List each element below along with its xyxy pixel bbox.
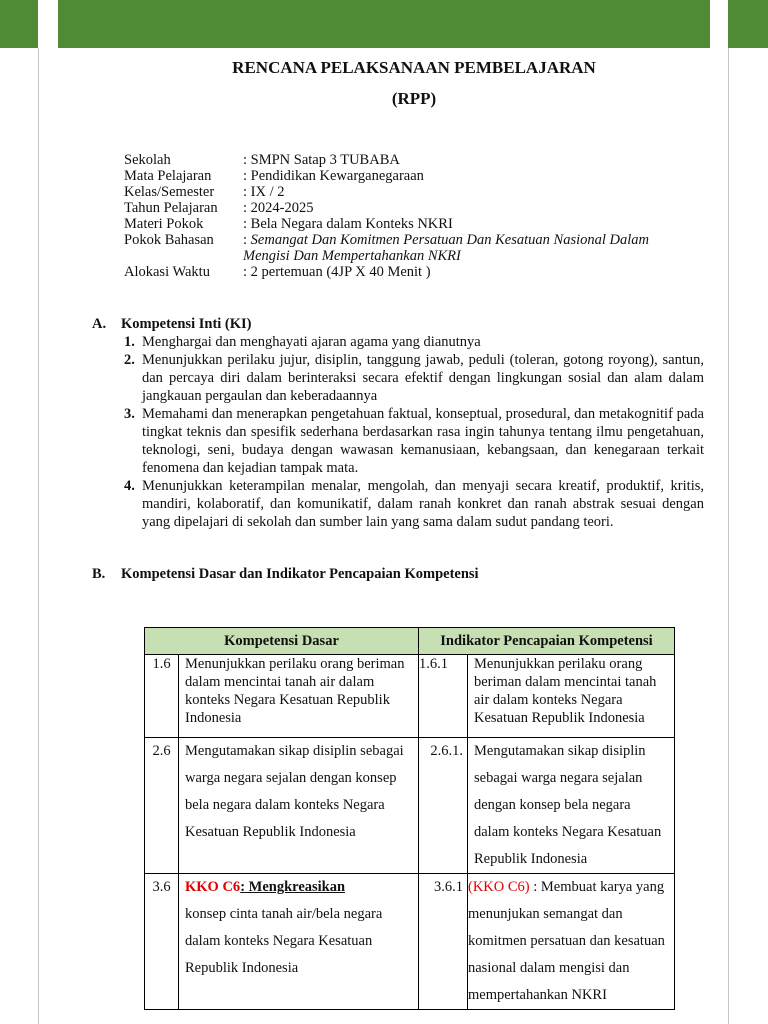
identity-value (243, 232, 693, 264)
kd-number: 2.6 (145, 738, 179, 874)
document-title: RENCANA PELAKSANAAN PEMBELAJARAN (232, 58, 596, 77)
identity-value: : IX / 2 (243, 184, 285, 200)
identity-row-tahun-pelajaran (124, 200, 693, 216)
identity-label: Mata Pelajaran (124, 168, 212, 184)
kd-number: 3.6 (145, 874, 179, 1010)
list-text: Menghargai dan menghayati ajaran agama yang dianutnya (142, 334, 481, 350)
section-a-heading (92, 316, 252, 333)
identity-value: : 2 pertemuan (4JP X 40 Menit ) (243, 264, 431, 280)
kko-label: (KKO C6) (468, 879, 530, 895)
margin-line-left (38, 48, 39, 1024)
identity-label: Sekolah (124, 152, 171, 168)
list-number: 1. (124, 334, 135, 350)
section-letter: B. (92, 566, 106, 582)
ipk-text: Menunjukkan perilaku orang beriman dalam mencintai tanah air dalam konteks Negara Kesatuan Republik Indonesia (468, 655, 675, 738)
kd-text: Menunjukkan perilaku orang beriman dalam mencintai tanah air dalam konteks Negara Kesatuan Republik Indonesia (179, 655, 419, 738)
kd-number: 1.6 (145, 655, 179, 738)
ipk-text: : Membuat karya yang menunjukan semangat dan komitmen persatuan dan kesatuan nasional dalam mengisi dan mempertahankan NKRI (468, 879, 665, 1003)
identity-row-materi-pokok (124, 216, 693, 232)
identity-label: Alokasi Waktu (124, 264, 210, 280)
list-number: 4. (124, 478, 135, 494)
list-text: Menunjukkan perilaku jujur, disiplin, tanggung jawab, peduli (toleran, gotong royong), santun, dan percaya diri dalam berinteraksi secara efektif dengan lingkungan sosial dan alam dalam jangkauan pergaulan dan keberadaannya (142, 352, 704, 404)
margin-line-right (728, 48, 729, 1024)
kd-cell (179, 874, 419, 1010)
section-title: Kompetensi Dasar dan Indikator Pencapaian Kompetensi (121, 566, 479, 582)
identity-label: Kelas/Semester (124, 184, 215, 200)
identity-label: Materi Pokok (124, 216, 204, 232)
table-row (145, 655, 675, 738)
identity-value: : Bela Negara dalam Konteks NKRI (243, 216, 453, 232)
header-band-right (728, 0, 768, 48)
identity-label: Tahun Pelajaran (124, 200, 218, 216)
identity-label: Pokok Bahasan (124, 232, 214, 248)
identity-row-pokok-bahasan (124, 232, 693, 264)
header-band-center (58, 0, 710, 48)
identity-block (124, 152, 693, 280)
identity-row-mata-pelajaran (124, 168, 693, 184)
list-item (124, 333, 704, 351)
header-indikator: Indikator Pencapaian Kompetensi (419, 628, 675, 655)
ipk-text: Mengutamakan sikap disiplin sebagai warga negara sejalan dengan konsep bela negara dalam konteks Negara Kesatuan Republik Indonesia (468, 738, 675, 874)
list-number: 3. (124, 406, 135, 422)
document-subtitle: (RPP) (391, 89, 437, 108)
header-kompetensi-dasar: Kompetensi Dasar (145, 628, 419, 655)
section-letter: A. (92, 316, 107, 332)
section-b-heading (92, 566, 479, 583)
list-item (124, 477, 704, 531)
ipk-cell (468, 874, 675, 1010)
kko-verb: : Mengkreasikan (240, 879, 346, 895)
ipk-number: 3.6.1 (419, 874, 468, 1010)
identity-value-italic: Semangat Dan Komitmen Persatuan Dan Kesatuan Nasional Dalam Mengisi Dan Mempertahankan NKRI (243, 232, 649, 264)
identity-value: : SMPN Satap 3 TUBABA (243, 152, 400, 168)
list-number: 2. (124, 352, 135, 368)
list-text: Menunjukkan keterampilan menalar, mengolah, dan menyaji secara kreatif, produktif, kritis, mandiri, kolaboratif, dan komunikatif, dalam ranah konkret dan ranah abstrak sesuai dengan yang dipelajari di sekolah dan sumber lain yang sama dalam sudut pandang teori. (142, 478, 704, 530)
identity-row-sekolah (124, 152, 693, 168)
table-row (145, 738, 675, 874)
list-text: Memahami dan menerapkan pengetahuan faktual, konseptual, prosedural, dan metakognitif pada tingkat teknis dan spesifik sederhana berdasarkan rasa ingin tahunya tentang ilmu pengetahuan, teknologi, seni, budaya dengan wawasan kemanusiaan, kebangsaan, dan kenegaraan terkait fenomena dan kejadian tampak mata. (142, 406, 704, 476)
list-item (124, 351, 704, 405)
kompetensi-inti-list (124, 333, 704, 531)
kko-label: KKO C6 (185, 879, 241, 895)
kd-ipk-table (144, 627, 675, 1010)
identity-value: : Pendidikan Kewarganegaraan (243, 168, 424, 184)
ipk-number: 1.6.1 (419, 655, 468, 738)
table-row (145, 874, 675, 1010)
section-title: Kompetensi Inti (KI) (121, 316, 252, 332)
identity-value-prefix: : (243, 232, 251, 248)
ipk-number: 2.6.1. (419, 738, 468, 874)
identity-row-alokasi-waktu (124, 264, 693, 280)
table-header-row (145, 628, 675, 655)
header-band-left (0, 0, 38, 48)
identity-value: : 2024-2025 (243, 200, 314, 216)
kd-text: konsep cinta tanah air/bela negara dalam konteks Negara Kesatuan Republik Indonesia (185, 906, 383, 976)
identity-row-kelas-semester (124, 184, 693, 200)
kd-text: Mengutamakan sikap disiplin sebagai warga negara sejalan dengan konsep bela negara dalam konteks Negara Kesatuan Republik Indonesia (179, 738, 419, 874)
list-item (124, 405, 704, 477)
